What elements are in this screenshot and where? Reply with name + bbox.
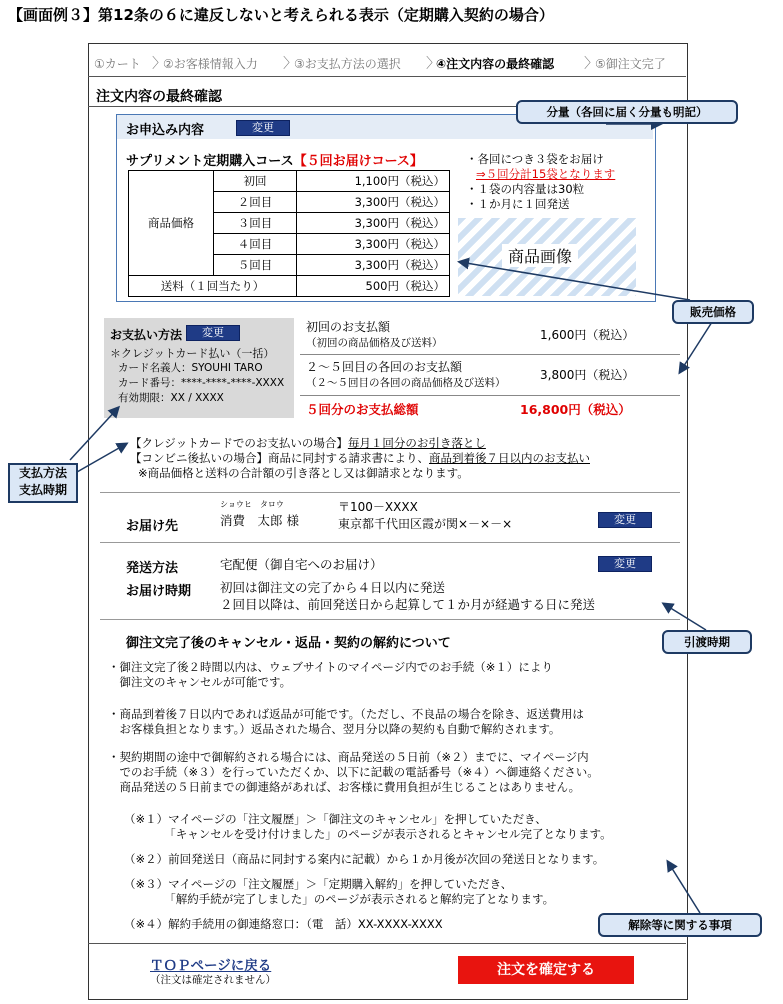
round-label: ４回目 bbox=[214, 234, 297, 255]
delivery-timing-label: お届け時期 bbox=[126, 584, 192, 599]
order-heading: お申込み内容 bbox=[126, 123, 205, 138]
recipient-furigana: ショウヒ タロウ bbox=[220, 500, 284, 509]
card-expiry: 有効期限：XX / XXXX bbox=[118, 392, 224, 404]
chevron-right-icon: 〉 bbox=[152, 56, 166, 72]
cancel-note: （※３）マイページの「注文履歴」＞「定期購入解約」を押していただき、 bbox=[124, 877, 513, 891]
arrow-price-table bbox=[460, 262, 690, 300]
delivery-address: 東京都千代田区霞が関×－×－× bbox=[338, 517, 513, 531]
top-page-link[interactable]: ＴＯＰページに戻る bbox=[150, 958, 272, 974]
note-total-bags: ⇒５回分計15袋となります bbox=[476, 167, 616, 181]
product-image-label: 商品画像 bbox=[502, 244, 578, 267]
arrow-price-amount bbox=[680, 322, 712, 372]
cancel-text: ・契約期間の途中で御解約される場合には、商品発送の５日前（※２）までに、マイページ内 bbox=[108, 750, 589, 764]
course-highlight: 【５回お届けコース】 bbox=[293, 154, 423, 169]
round-price: 3,300円（税込） bbox=[297, 213, 450, 234]
later-payment-amount: 3,800円（税込） bbox=[540, 368, 635, 382]
delivery-heading: お届け先 bbox=[126, 519, 179, 534]
round-price: 3,300円（税込） bbox=[297, 255, 450, 276]
delivery-timing-first: 初回は御注文の完了から４日以内に発送 bbox=[220, 580, 446, 595]
shipping-method-label: 発送方法 bbox=[126, 561, 179, 576]
payment-timing-card-detail: 毎月１回分のお引き落とし bbox=[347, 436, 486, 450]
round-label: ３回目 bbox=[214, 213, 297, 234]
chevron-right-icon: 〉 bbox=[283, 56, 297, 72]
payment-timing-convenience-detail: 商品到着後７日以内のお支払い bbox=[429, 451, 590, 465]
callout-delivery-timing: 引渡時期 bbox=[662, 630, 752, 654]
total-payment-amount: 16,800円（税込） bbox=[520, 402, 631, 417]
callout-payment: 支払方法 支払時期 bbox=[8, 463, 78, 503]
round-price: 3,300円（税込） bbox=[297, 234, 450, 255]
course-name-label: サプリメント定期購入コース bbox=[126, 154, 294, 169]
recipient-name: 消費 太郎 様 bbox=[220, 513, 299, 528]
first-payment-amount: 1,600円（税込） bbox=[540, 328, 635, 342]
change-order-button[interactable]: 変更 bbox=[236, 120, 290, 136]
chevron-right-icon: 〉 bbox=[426, 56, 440, 72]
delivery-timing-subsequent: ２回目以降は、前回発送日から起算して１か月が経過する日に発送 bbox=[220, 597, 596, 612]
round-price: 1,100円（税込） bbox=[297, 171, 450, 192]
callout-quantity: 分量（各回に届く分量も明記） bbox=[516, 100, 738, 124]
round-label: ２回目 bbox=[214, 192, 297, 213]
later-payment-sub: （２～５回目の各回の商品価格及び送料） bbox=[306, 377, 506, 389]
postal-code: 〒100－XXXX bbox=[338, 500, 418, 514]
arrow-payment-timing bbox=[70, 444, 126, 476]
price-label: 商品価格 bbox=[129, 171, 214, 276]
change-payment-button[interactable]: 変更 bbox=[186, 325, 240, 341]
cancel-note: （※１）マイページの「注文履歴」＞「御注文のキャンセル」を押していただき、 bbox=[124, 812, 547, 826]
round-price: 3,300円（税込） bbox=[297, 192, 450, 213]
change-address-button[interactable]: 変更 bbox=[598, 512, 652, 528]
cancel-heading: 御注文完了後のキャンセル・返品・契約の解約について bbox=[126, 636, 451, 651]
cancel-note: 「解約手続が完了しました」のページが表示されると解約完了となります。 bbox=[124, 892, 555, 906]
cancel-note: （※４）解約手続用の御連絡窓口：（電 話）XX-XXXX-XXXX bbox=[124, 917, 443, 931]
step-payment: ③お支払方法の選択 bbox=[294, 57, 401, 71]
later-payment-label: ２～５回目の各回のお支払額 bbox=[306, 360, 463, 374]
round-label: 初回 bbox=[214, 171, 297, 192]
cancel-text: 商品発送の５日前までの御連絡があれば、お客様に費用負担が生じることはありません。 bbox=[108, 780, 581, 794]
cancel-note: 「キャンセルを受け付けました」のページが表示されるとキャンセル完了となります。 bbox=[124, 827, 612, 841]
step-cart: ①カート bbox=[94, 57, 141, 71]
chevron-right-icon: 〉 bbox=[584, 56, 598, 72]
first-payment-sub: （初回の商品価格及び送料） bbox=[306, 337, 443, 349]
change-shipping-button[interactable]: 変更 bbox=[598, 556, 652, 572]
payment-timing-card-label: 【クレジットカードでのお支払いの場合】 bbox=[130, 436, 348, 450]
cancel-text: でのお手続（※３）を行っていただくか、以下に記載の電話番号（※４）へ御連絡ください。 bbox=[108, 765, 599, 779]
step-customer-info: ②お客様情報入力 bbox=[163, 57, 258, 71]
shipping-fee-label: 送料（１回当たり） bbox=[129, 276, 297, 297]
payment-heading: お支払い方法 bbox=[110, 328, 183, 342]
payment-timing-note: ※商品価格と送料の合計額の引き落とし又は御請求となります。 bbox=[138, 466, 469, 480]
figure-caption: 【画面例３】第12条の６に違反しないと考えられる表示（定期購入契約の場合） bbox=[8, 6, 554, 24]
card-holder: カード名義人：SYOUHI TARO bbox=[118, 362, 263, 374]
cancel-text: ・御注文完了後２時間以内は、ウェブサイトのマイページ内でのお手続（※１）により bbox=[108, 660, 553, 674]
note-bags: ・各回につき３袋をお届け bbox=[466, 152, 604, 166]
callout-price: 販売価格 bbox=[672, 300, 754, 324]
first-payment-label: 初回のお支払額 bbox=[306, 320, 391, 334]
callout-cancel: 解除等に関する事項 bbox=[598, 913, 762, 937]
round-label: ５回目 bbox=[214, 255, 297, 276]
cancel-text: ・商品到着後７日以内であれば返品が可能です。（ただし、不良品の場合を除き、返送費用は bbox=[108, 707, 584, 721]
top-page-note: （注文は確定されません） bbox=[150, 974, 276, 986]
page-title: 注文内容の最終確認 bbox=[96, 89, 222, 105]
note-frequency: ・１か月に１回発送 bbox=[466, 197, 570, 211]
cancel-note: （※２）前回発送日（商品に同封する案内に記載）から１か月後が次回の発送日となります。 bbox=[124, 852, 605, 866]
payment-timing-convenience-label: 【コンビニ後払いの場合】商品に同封する請求書により、 bbox=[130, 451, 429, 465]
note-content: ・１袋の内容量は30粒 bbox=[466, 182, 585, 196]
shipping-method: 宅配便（御自宅へのお届け） bbox=[220, 557, 383, 572]
payment-method: ＊クレジットカード払い（一括） bbox=[110, 347, 275, 360]
step-final-confirm: ④注文内容の最終確認 bbox=[436, 57, 555, 71]
arrow-delivery-timing bbox=[664, 604, 706, 630]
cancel-text: 御注文のキャンセルが可能です。 bbox=[108, 675, 292, 689]
step-complete: ⑤御注文完了 bbox=[595, 57, 666, 71]
confirm-order-button[interactable]: 注文を確定する bbox=[458, 956, 634, 984]
arrow-cancel bbox=[668, 862, 700, 913]
shipping-fee: 500円（税込） bbox=[297, 276, 450, 297]
total-payment-label: ５回分のお支払総額 bbox=[306, 402, 419, 417]
cancel-text: お客様負担となります。）返品された場合、翌月分以降の契約も自動で解約されます。 bbox=[108, 722, 561, 736]
card-number: カード番号：****-****-****-XXXX bbox=[118, 377, 285, 389]
